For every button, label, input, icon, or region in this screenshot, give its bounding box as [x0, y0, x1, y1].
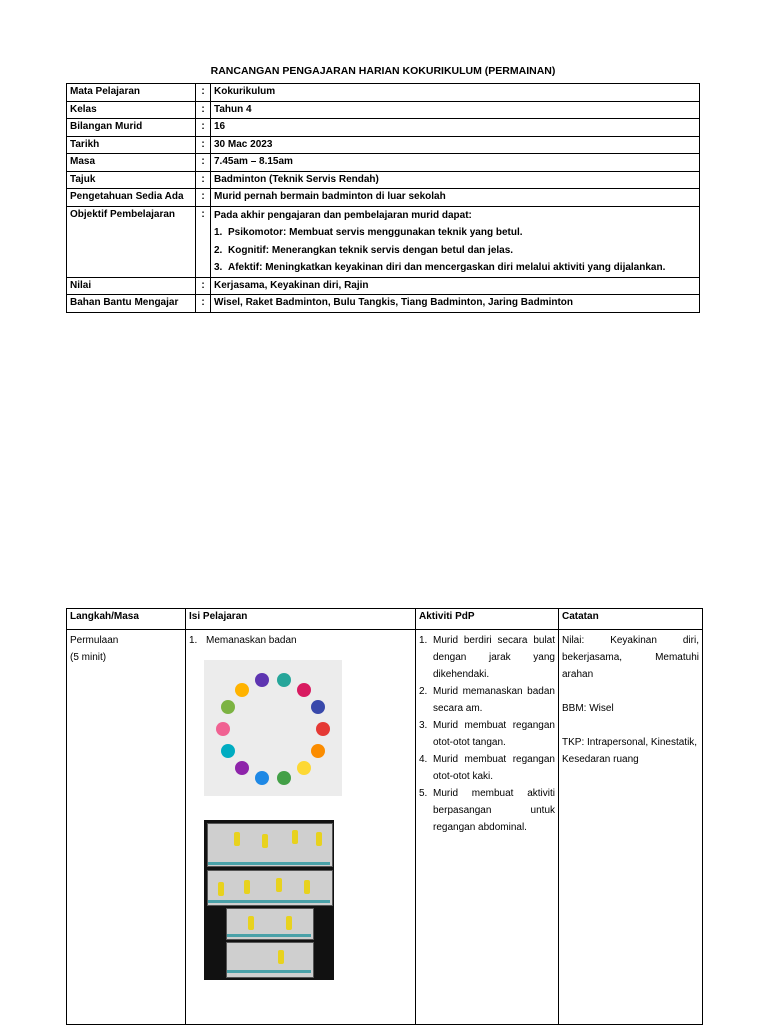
activity-number: 3.: [419, 720, 428, 731]
objective-item: [214, 259, 696, 277]
info-colon: :: [196, 101, 211, 119]
objective-item: [214, 242, 696, 260]
info-value: Kerjasama, Keyakinan diri, Rajin: [211, 277, 700, 295]
info-row-students: [67, 119, 700, 137]
info-row-date: [67, 136, 700, 154]
activity-cell: [416, 630, 559, 1025]
objective-text: Kognitif: Menerangkan teknik servis dengan betul dan jelas.: [228, 244, 514, 256]
activity-list: [419, 632, 555, 836]
info-colon: :: [196, 189, 211, 207]
objective-text: Afektif: Meningkatkan keyakinan diri dan mencergaskan diri melalui aktiviti yang dijalankan.: [228, 262, 666, 273]
info-row-subject: [67, 84, 700, 102]
activity-text: Murid membuat regangan otot-otot tangan.: [433, 720, 555, 748]
info-value: 30 Mac 2023: [211, 136, 700, 154]
info-value: Kokurikulum: [211, 84, 700, 102]
header-activity: Aktiviti PdP: [416, 609, 559, 630]
info-label: Kelas: [67, 101, 196, 119]
objective-item: [214, 224, 696, 242]
header-step: Langkah/Masa: [67, 609, 186, 630]
step-label: Permulaan: [70, 635, 119, 646]
child-figure: [311, 744, 325, 758]
activity-item: [419, 683, 555, 717]
info-row-objective: [67, 206, 700, 277]
lesson-info-table: [66, 83, 700, 313]
child-figure: [316, 722, 330, 736]
info-value: Badminton (Teknik Servis Rendah): [211, 171, 700, 189]
table-row: [67, 630, 703, 1025]
header-notes: Catatan: [559, 609, 703, 630]
objective-number: 2.: [214, 244, 223, 256]
step-cell: [67, 630, 186, 1025]
info-value: 7.45am – 8.15am: [211, 154, 700, 172]
child-figure: [216, 722, 230, 736]
info-label: Pengetahuan Sedia Ada: [67, 189, 196, 207]
info-value: Tahun 4: [211, 101, 700, 119]
notes-values: Nilai: Keyakinan diri, bekerjasama, Mematuhi arahan: [562, 635, 699, 680]
objective-text: Psikomotor: Membuat servis menggunakan teknik yang betul.: [228, 227, 523, 238]
activity-item: [419, 751, 555, 785]
info-colon: :: [196, 171, 211, 189]
lesson-activity-table: [66, 608, 703, 1025]
info-row-time: [67, 154, 700, 172]
info-value: 16: [211, 119, 700, 137]
info-label: Masa: [67, 154, 196, 172]
info-row-prior-knowledge: [67, 189, 700, 207]
child-figure: [221, 700, 235, 714]
info-colon: :: [196, 206, 211, 277]
activity-text: Murid membuat aktiviti berpasangan untuk regangan abdominal.: [433, 788, 555, 833]
child-figure: [235, 683, 249, 697]
activity-item: [419, 785, 555, 836]
child-figure: [235, 761, 249, 775]
child-figure: [255, 771, 269, 785]
objective-cell: [211, 206, 700, 277]
info-row-values: [67, 277, 700, 295]
activity-text: Murid memanaskan badan secara am.: [433, 686, 555, 714]
info-label: Bahan Bantu Mengajar: [67, 295, 196, 313]
info-colon: :: [196, 295, 211, 313]
document-title: RANCANGAN PENGAJARAN HARIAN KOKURIKULUM (PERMAINAN): [210, 65, 556, 77]
notes-tkp: TKP: Intrapersonal, Kinestatik, Kesedaran ruang: [562, 737, 698, 765]
child-figure: [277, 673, 291, 687]
activity-text: Murid membuat regangan otot-otot kaki.: [433, 754, 555, 782]
activity-number: 1.: [419, 635, 428, 646]
notes-aids: BBM: Wisel: [562, 703, 614, 714]
content-number: 1.: [189, 635, 198, 646]
info-value: Wisel, Raket Badminton, Bulu Tangkis, Tiang Badminton, Jaring Badminton: [211, 295, 700, 313]
objective-list: [214, 224, 696, 277]
info-colon: :: [196, 277, 211, 295]
header-content: Isi Pelajaran: [186, 609, 416, 630]
activity-number: 2.: [419, 686, 428, 697]
child-figure: [221, 744, 235, 758]
info-colon: :: [196, 154, 211, 172]
objective-number: 1.: [214, 227, 223, 238]
content-text: Memanaskan badan: [206, 635, 297, 646]
activity-item: [419, 717, 555, 751]
activity-number: 4.: [419, 754, 428, 765]
step-duration: (5 minit): [70, 652, 107, 663]
info-label: Tarikh: [67, 136, 196, 154]
info-label: Objektif Pembelajaran: [67, 206, 196, 277]
info-row-class: [67, 101, 700, 119]
info-row-topic: [67, 171, 700, 189]
activity-text: Murid berdiri secara bulat dengan jarak yang dikehendaki.: [433, 635, 555, 680]
info-label: Mata Pelajaran: [67, 84, 196, 102]
info-colon: :: [196, 84, 211, 102]
objective-intro: Pada akhir pengajaran dan pembelajaran murid dapat:: [214, 209, 472, 221]
info-row-teaching-aids: [67, 295, 700, 313]
child-figure: [297, 761, 311, 775]
child-figure: [277, 771, 291, 785]
warmup-circle-photo: [204, 660, 342, 796]
info-label: Tajuk: [67, 171, 196, 189]
notes-cell: [559, 630, 703, 1025]
activity-item: [419, 632, 555, 683]
info-label: Bilangan Murid: [67, 119, 196, 137]
info-value: Murid pernah bermain badminton di luar sekolah: [211, 189, 700, 207]
info-colon: :: [196, 136, 211, 154]
activity-number: 5.: [419, 788, 428, 799]
child-figure: [255, 673, 269, 687]
info-label: Nilai: [67, 277, 196, 295]
child-figure: [311, 700, 325, 714]
child-figure: [297, 683, 311, 697]
stretching-exercise-photo: [204, 820, 334, 980]
objective-number: 3.: [214, 262, 223, 273]
info-colon: :: [196, 119, 211, 137]
table-header-row: [67, 609, 703, 630]
